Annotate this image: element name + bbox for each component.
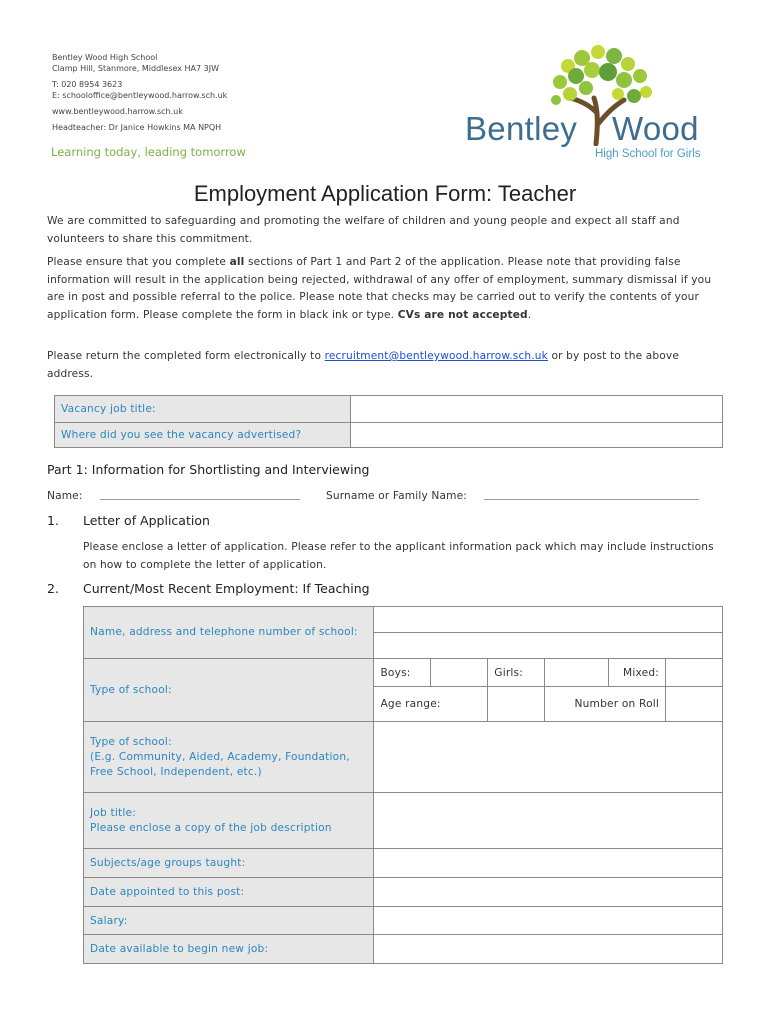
salary-field[interactable] [374,907,723,935]
name-label: Name: [47,490,83,502]
subjects-field[interactable] [374,849,723,878]
vacancy-advertised-label: Where did you see the vacancy advertised? [55,423,351,448]
school-website: www.bentleywood.harrow.sch.uk [52,107,183,116]
girls-field[interactable] [545,659,609,687]
school-details-field-1[interactable] [374,607,723,633]
school-telephone: T: 020 8954 3623 [52,80,123,89]
number-on-roll-field[interactable] [666,687,723,722]
vacancy-job-title-label: Vacancy job title: [55,396,351,423]
number-on-roll-label: Number on Roll [545,687,666,722]
age-range-label: Age range: [374,687,488,722]
vacancy-job-title-field[interactable] [351,396,723,423]
intro-p2-bold-cvs: CVs are not accepted [397,308,528,321]
job-title-field[interactable] [374,793,723,849]
intro-p3-text-b: or by post to the above address. [47,350,679,380]
intro-p3-text-a: Please return the completed form electronically to [47,350,325,362]
section1-heading: Letter of Application [83,513,210,528]
section2-heading: Current/Most Recent Employment: If Teaching [83,581,370,596]
school-name: Bentley Wood High School [52,53,158,62]
girls-label: Girls: [488,659,545,687]
intro-p2-text-a: Please ensure that you complete [47,256,230,268]
subjects-label: Subjects/age groups taught: [84,849,374,878]
intro-paragraph-3 [47,348,727,383]
intro-paragraph-1: We are committed to safeguarding and promoting the welfare of children and young people and expect all staff and volunteers to share this commitment. [47,215,680,245]
part1-heading: Part 1: Information for Shortlisting and Interviewing [47,462,370,477]
section1-text: Please enclose a letter of application. Please refer to the applicant information pack which may include instructions on how to complete the letter of application. [83,541,714,571]
mixed-field[interactable] [666,659,723,687]
date-available-label: Date available to begin new job: [84,935,374,964]
age-range-field[interactable] [488,687,545,722]
employment-table [83,606,723,964]
date-available-field[interactable] [374,935,723,964]
section1-number: 1. [47,513,59,528]
surname-input-line[interactable] [484,499,699,500]
boys-field[interactable] [431,659,488,687]
tagline: Learning today, leading tomorrow [51,145,246,159]
intro-p2-end: . [527,308,532,321]
job-title-label: Job title: Please enclose a copy of the job description [84,793,374,849]
logo-subtitle: High School for Girls [595,148,701,160]
salary-label: Salary: [84,907,374,935]
headteacher: Headteacher: Dr Janice Howkins MA NPQH [52,123,222,132]
date-appointed-field[interactable] [374,878,723,907]
vacancy-table [54,395,723,448]
page-title: Employment Application Form: Teacher [193,181,577,206]
name-input-line[interactable] [100,499,300,500]
intro-p2-bold-all: all [229,256,245,268]
vacancy-advertised-field[interactable] [351,423,723,448]
surname-label: Surname or Family Name: [326,490,467,502]
intro-paragraph-2 [47,254,727,324]
logo-word-bentley: Bentley [465,110,578,147]
date-appointed-label: Date appointed to this post: [84,878,374,907]
school-details-field-2[interactable] [374,633,723,659]
logo-word-wood: Wood [612,110,699,147]
boys-label: Boys: [374,659,431,687]
mixed-label: Mixed: [609,659,666,687]
recruitment-email-link[interactable]: recruitment@bentleywood.harrow.sch.uk [324,350,548,362]
school-details-label: Name, address and telephone number of school: [84,607,374,659]
type-of-school-detail-label: Type of school: (E.g. Community, Aided, Academy, Foundation, Free School, Independent, etc.) [84,722,374,793]
intro-p2-text-b: sections of Part 1 and Part 2 of the application. Please note that providing false information will result in the application being rejected, withdrawal of any offer of employment, summary dismissal if you are in post and possible referral to the police. Please note that checks may be carried out to verify the contents of your application form. Please complete the form in black ink or type. [47,256,712,321]
school-address: Clamp Hill, Stanmore, Middlesex HA7 3JW [52,64,220,73]
type-of-school-label: Type of school: [84,659,374,722]
section2-number: 2. [47,581,59,596]
type-of-school-detail-field[interactable] [374,722,723,793]
school-email: E: schooloffice@bentleywood.harrow.sch.uk [52,91,228,100]
